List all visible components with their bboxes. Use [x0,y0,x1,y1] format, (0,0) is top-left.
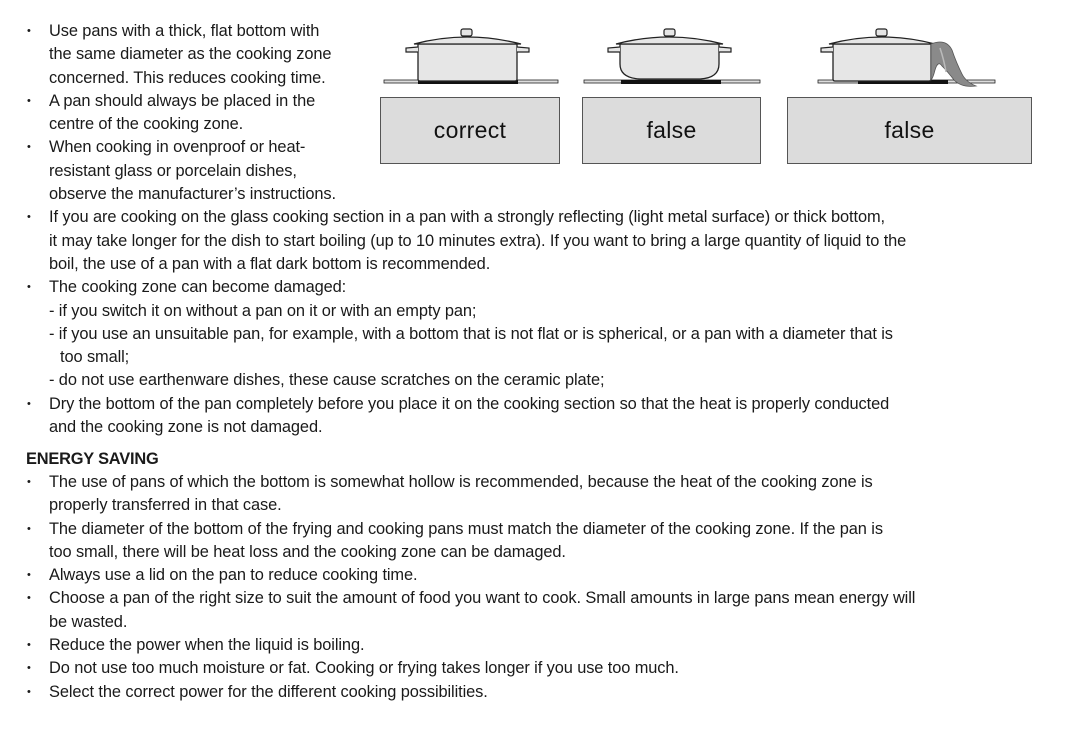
energy-saving-heading: ENERGY SAVING [26,450,159,468]
text-line: concerned. This reduces cooking time. [49,68,326,87]
text-line: • Choose a pan of the right size to suit the amount of food you want to cook. Small amounts in large pans mean energy will [49,589,916,608]
list-item [0,90,1066,137]
text-line: resistant glass or porcelain dishes, [49,161,297,180]
text-line: boil, the use of a pan with a flat dark bottom is recommended. [49,254,491,273]
list-item [0,564,1066,587]
list-item [0,657,1066,680]
text-line: • A pan should always be placed in the [49,91,316,110]
pan-usage-instructions [0,20,1066,439]
list-item [0,206,1066,276]
energy-saving-tips [0,471,1066,704]
text-line: • Always use a lid on the pan to reduce cooking time. [49,566,418,585]
text-line: • When cooking in ovenproof or heat- [49,138,306,157]
list-item [0,587,1066,634]
text-line: observe the manufacturer’s instructions. [49,185,336,204]
label-false-overflow: false [787,97,1032,164]
list-item [0,681,1066,704]
text-line: • Dry the bottom of the pan completely before you place it on the cooking section so that the heat is properly conducted [49,394,890,413]
text-line: • Select the correct power for the different cooking possibilities. [49,682,488,701]
text-line: and the cooking zone is not damaged. [49,418,323,437]
list-item [0,393,1066,440]
sub-item: - do not use earthenware dishes, these cause scratches on the ceramic plate; [49,371,605,390]
text-line: • The use of pans of which the bottom is somewhat hollow is recommended, because the heat of the cooking zone is [49,473,873,491]
text-line: • Use pans with a thick, flat bottom with [49,22,320,40]
text-line: the same diameter as the cooking zone [49,45,332,64]
text-line: • If you are cooking on the glass cooking section in a pan with a strongly reflecting (light metal surface) or thick bottom, [49,208,885,227]
text-line: • Do not use too much moisture or fat. Cooking or frying takes longer if you use too much. [49,659,679,678]
list-item [0,136,1066,206]
sub-item: - if you use an unsuitable pan, for example, with a bottom that is not flat or is spherical, or a pan with a diameter that is [49,324,893,343]
list-item [0,634,1066,657]
text-line: it may take longer for the dish to start boiling (up to 10 minutes extra). If you want to bring a large quantity of liquid to the [49,231,907,250]
text-line: • The cooking zone can become damaged: [49,278,347,297]
list-item [0,20,1066,90]
text-line: • The diameter of the bottom of the frying and cooking pans must match the diameter of the cooking zone. If the pan is [49,519,883,538]
label-false-spherical: false [582,97,761,164]
list-item [0,471,1066,518]
text-line: be wasted. [49,612,128,631]
text-line: • Reduce the power when the liquid is boiling. [49,636,365,655]
text-line: properly transferred in that case. [49,496,282,515]
label-correct: correct [380,97,560,164]
list-item [0,518,1066,565]
text-line: centre of the cooking zone. [49,115,244,134]
sub-item: - if you switch it on without a pan on it or with an empty pan; [49,301,477,320]
list-item [0,276,1066,392]
sub-item-continuation: too small; [60,348,130,367]
text-line: too small, there will be heat loss and the cooking zone can be damaged. [49,542,566,561]
